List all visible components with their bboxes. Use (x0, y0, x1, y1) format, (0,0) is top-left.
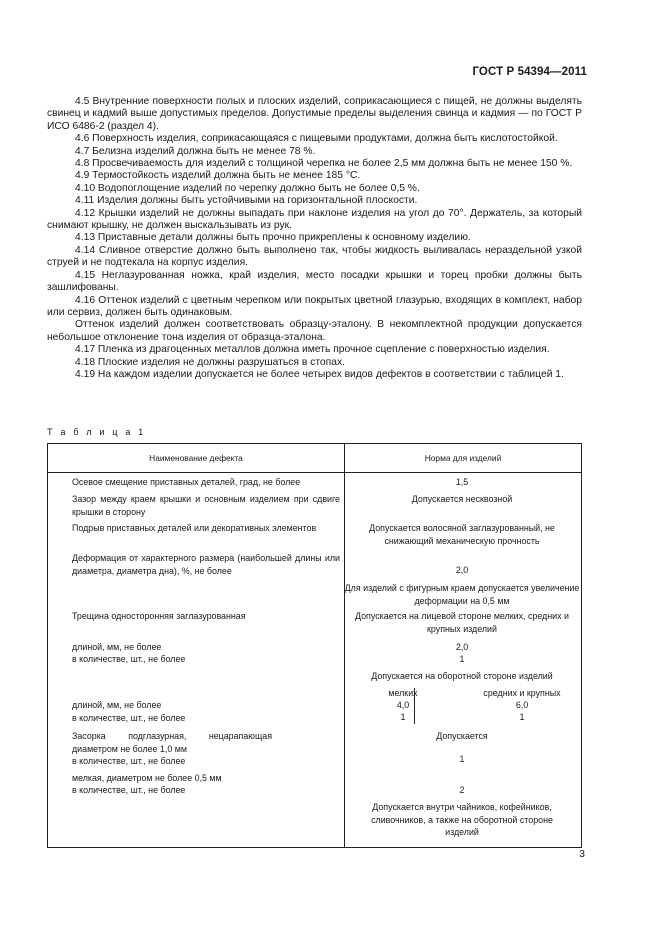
norm-crack-face-count: 1 (459, 654, 465, 664)
defect-detachment: Подрыв приставных деталей или декоративных элементов (72, 523, 317, 533)
paragraph-4-10: 4.10 Водопоглощение изделий по черепку должно быть не более 0,5 %. (75, 182, 420, 194)
defect-inclusion: Засорка подглазурная, нецарапающая диаметром не более 1,0 мм (72, 731, 272, 754)
paragraph-4-5: 4.5 Внутренние поверхности полых и плоских изделий, соприкасающиеся с пищей, не должны выделять свинец и кадмий выше допустимых пределов. Допустимые пределы выделения свинца и кадмия — по ГОСТ Р ИСО 6486-2 (раздел 4). (47, 96, 582, 132)
table-label: Т а б л и ц а 1 (47, 427, 146, 437)
norm-fine-inclusion-count: 2 (459, 785, 465, 795)
norm-deformation: 2,0 (455, 565, 469, 575)
fine-inclusion: мелкая, диаметром не более 0,5 мм (72, 773, 222, 783)
norm-deformation-note: Для изделий с фигурным краем допускается увеличение деформации на 0,5 мм (344, 583, 580, 606)
paragraph-4-13: 4.13 Приставные детали должны быть прочно прикреплены к основному изделию. (75, 232, 471, 244)
defect-crack: Трещина односторонняя заглазурованная (72, 611, 246, 621)
inclusion-count: в количестве, шт., не более (72, 756, 186, 766)
header-divider (48, 472, 581, 473)
norm-crack-face: Допускается на лицевой стороне мелких, средних и крупных изделий (355, 611, 569, 634)
crack-back-count: в количестве, шт., не более (72, 713, 186, 723)
crack-face-length: длиной, мм, не более (72, 642, 162, 652)
table-header-defect: Наименование дефекта (149, 453, 243, 463)
paragraph-4-18: 4.18 Плоские изделия не должны разрушаться в стопах. (75, 356, 345, 368)
page-number: 3 (579, 848, 585, 860)
norm-detachment: Допускается волосяной заглазурованный, не снижающий механическую прочность (369, 523, 555, 546)
paragraph-4-11: 4.11 Изделия должны быть устойчивыми на горизонтальной плоскости. (75, 195, 418, 207)
norm-axial-offset: 1,5 (455, 477, 469, 487)
paragraph-4-14: 4.14 Сливное отверстие должно быть выполнено так, чтобы жидкость выливалась нераздельной узкой струей и не подтекала на корпус изделия. (47, 244, 582, 269)
defect-lid-gap: Зазор между краем крышки и основным изделием при сдвиге крышки в сторону (72, 494, 340, 517)
paragraph-4-12: 4.12 Крышки изделий не должны выпадать при наклоне изделия на угол до 70°. Держатель, за который снимают крышку, не должен выскальзывать из рук. (47, 207, 582, 232)
norm-inclusion: Допускается (436, 731, 488, 741)
fine-inclusion-count: в количестве, шт., не более (72, 785, 186, 795)
small-items-length: 4,0 (396, 700, 410, 710)
paragraph-4-16: 4.16 Оттенок изделий с цветным черепком или покрытых цветной глазурью, входящих в комплект, набор или сервиз, должен быть одинаковым. (47, 294, 582, 318)
norm-lid-gap: Допускается несквозной (411, 494, 513, 504)
norm-crack-face-length: 2,0 (455, 642, 469, 652)
table-header-norm: Норма для изделий (424, 453, 502, 463)
paragraph-4-19: 4.19 На каждом изделии допускается не более четырех видов дефектов в соответствии с таблицей 1. (75, 368, 564, 380)
norm-crack-back: Допускается на оборотной стороне изделий (371, 671, 553, 681)
paragraph-4-9: 4.9 Термостойкость изделий должна быть не менее 185 °C. (75, 170, 361, 182)
crack-back-length: длиной, мм, не более (72, 700, 162, 710)
small-items-count: 1 (400, 712, 406, 722)
body-text (47, 96, 582, 381)
defect-deformation: Деформация от характерного размера (наибольшей длины или диаметра, диаметра дна), %, не более (72, 553, 340, 576)
document-header: ГОСТ Р 54394—2011 (472, 66, 587, 78)
norm-inclusion-count: 1 (459, 754, 465, 764)
paragraph-4-17: 4.17 Пленка из драгоценных металлов должна иметь прочное сцепление с поверхностью изделия. (75, 344, 550, 356)
small-items-label: мелких (388, 688, 418, 698)
paragraph-4-8: 4.8 Просвечиваемость для изделий с толщиной черепка не более 2,5 мм должна быть не менее 150 %. (75, 158, 573, 170)
defect-axial-offset: Осевое смещение приставных деталей, град, не более (72, 477, 301, 487)
paragraph-4-15: 4.15 Неглазурованная ножка, край изделия, место посадки крышки и торец пробки должны быть зашлифованы. (47, 269, 582, 294)
large-items-count: 1 (519, 712, 525, 722)
large-items-length: 6,0 (515, 700, 529, 710)
paragraph-4-7: 4.7 Белизна изделий должна быть не менее 78 %. (75, 145, 316, 157)
paragraph-4-6: 4.6 Поверхность изделия, соприкасающаяся с пищевыми продуктами, должна быть кислотостойкой. (75, 133, 558, 145)
large-items-label: средних и крупных (483, 688, 561, 698)
paragraph-tone: Оттенок изделий должен соответствовать образцу-эталону. В некомплектной продукции допускается небольшое отклонение тона изделия от образца-эталона. (47, 319, 582, 343)
crack-face-count: в количестве, шт., не более (72, 654, 186, 664)
norm-fine-inclusion-note: Допускается внутри чайников, кофейников, сливочников, а также на оборотной стороне изделий (371, 802, 553, 837)
